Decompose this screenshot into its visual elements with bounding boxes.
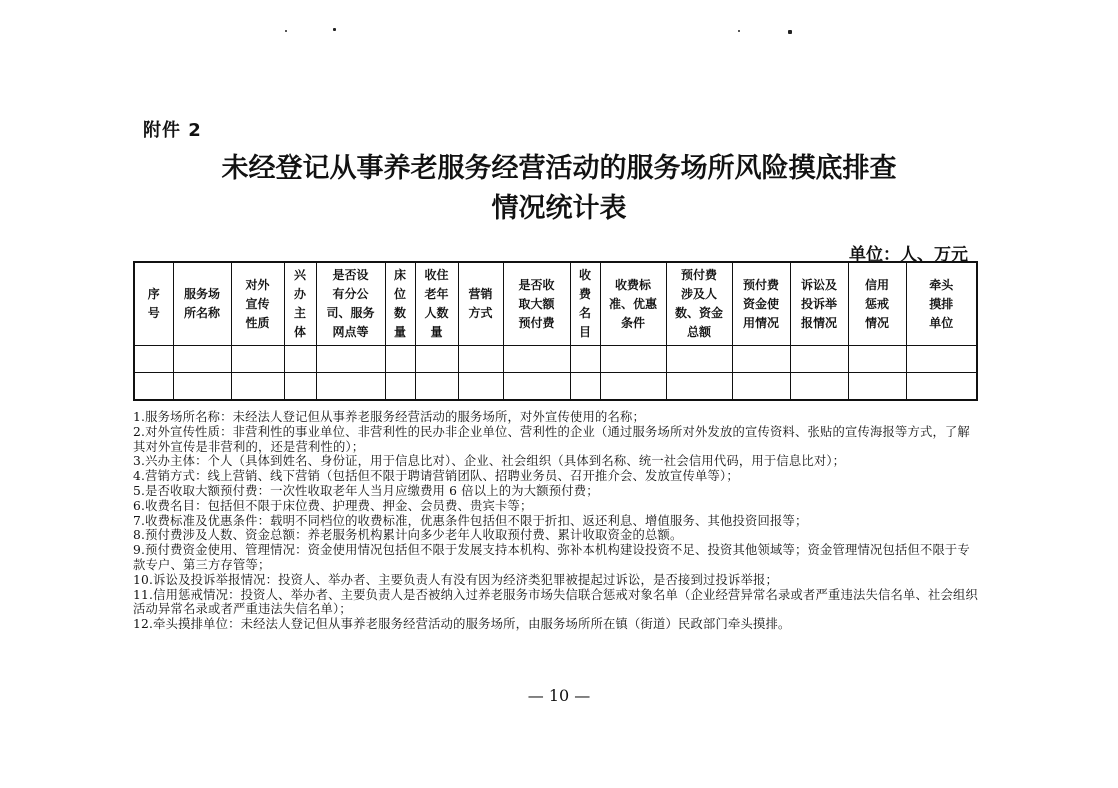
note-item: 2.对外宣传性质：非营利性的事业单位、非营利性的民办非企业单位、营利性的企业（通过服务场所对外发放的宣传资料、张贴的宣传海报等方式，了解其对外宣传是非营利的，还是营利性的）； xyxy=(133,424,970,454)
note-item: 10.诉讼及投诉举报情况：投资人、举办者、主要负责人有没有因为经济类犯罪被提起过诉讼，是否接到过投诉举报； xyxy=(133,572,779,587)
table-header-cell: 营销 方式 xyxy=(458,262,503,346)
note-item: 1.服务场所名称：未经法人登记但从事养老服务经营活动的服务场所，对外宣传使用的名称； xyxy=(133,410,646,424)
unit-label: 单位：人、万元 xyxy=(849,245,968,265)
table-cell xyxy=(732,373,790,401)
scan-speck xyxy=(333,28,336,31)
table-cell xyxy=(848,373,906,401)
table-row xyxy=(134,373,977,401)
table-cell xyxy=(458,373,503,401)
page-number: — 10 — xyxy=(527,686,591,705)
table-cell xyxy=(134,346,173,373)
table-cell xyxy=(790,346,848,373)
table-cell xyxy=(316,373,385,401)
table-header-cell: 对外 宣传 性质 xyxy=(231,262,284,346)
table-row xyxy=(134,346,977,373)
table-cell xyxy=(732,346,790,373)
table-header-cell: 预付费 涉及人 数、资金 总额 xyxy=(666,262,732,346)
table-cell xyxy=(173,346,231,373)
document-title-line-1: 未经登记从事养老服务经营活动的服务场所风险摸底排查 xyxy=(221,153,897,184)
table-header-cell: 是否收 取大额 预付费 xyxy=(503,262,570,346)
note-item: 5.是否收取大额预付费：一次性收取老年人当月应缴费用 6 倍以上的为大额预付费； xyxy=(133,483,599,498)
note-item: 3.兴办主体：个人（具体到姓名、身份证，用于信息比对）、企业、社会组织（具体到名称、统一社会信用代码，用于信息比对）； xyxy=(133,454,846,469)
table-cell xyxy=(231,373,284,401)
table-cell xyxy=(284,373,316,401)
table-cell xyxy=(385,373,415,401)
table-cell xyxy=(503,346,570,373)
table-body xyxy=(134,346,977,401)
table-cell xyxy=(570,373,600,401)
table-header-cell: 收住 老年 人数 量 xyxy=(415,262,458,346)
scan-speck xyxy=(738,30,740,32)
table-header-cell: 信用 惩戒 情况 xyxy=(848,262,906,346)
note-item: 4.营销方式：线上营销、线下营销（包括但不限于聘请营销团队、招聘业务员、召开推介会、发放宣传单等）； xyxy=(133,469,739,484)
table-header-cell: 诉讼及 投诉举 报情况 xyxy=(790,262,848,346)
table-cell xyxy=(231,346,284,373)
note-item: 6.收费名目：包括但不限于床位费、护理费、押金、会员费、贵宾卡等； xyxy=(133,498,533,513)
table-cell xyxy=(790,373,848,401)
table-header-cell: 服务场 所名称 xyxy=(173,262,231,346)
table-cell xyxy=(906,346,977,373)
table-cell xyxy=(316,346,385,373)
table-cell xyxy=(906,373,977,401)
table-cell xyxy=(600,346,666,373)
document-title-line-2: 情况统计表 xyxy=(491,193,627,224)
table-cell xyxy=(134,373,173,401)
scan-speck xyxy=(788,30,792,34)
table-header-cell: 床 位 数 量 xyxy=(385,262,415,346)
note-item: 9.预付费资金使用、管理情况：资金使用情况包括但不限于发展支持本机构、弥补本机构建设投资不足、投资其他领域等；资金管理情况包括但不限于专款专户、第三方存管等； xyxy=(133,543,970,572)
table-header-row xyxy=(134,262,977,346)
table-cell xyxy=(284,346,316,373)
table-header-cell: 兴 办 主 体 xyxy=(284,262,316,346)
table-header-cell: 牵头 摸排 单位 xyxy=(906,262,977,346)
table-header-cell: 预付费 资金使 用情况 xyxy=(732,262,790,346)
table-header-cell: 是否设 有分公 司、服务 网点等 xyxy=(316,262,385,346)
table-header-cell: 收费标 准、优惠 条件 xyxy=(600,262,666,346)
note-item: 12.牵头摸排单位：未经法人登记但从事养老服务经营活动的服务场所，由服务场所所在镇（街道）民政部门牵头摸排。 xyxy=(133,617,791,632)
attachment-label: 附件 2 xyxy=(143,120,202,141)
table-cell xyxy=(385,346,415,373)
table-cell xyxy=(848,346,906,373)
scan-specks xyxy=(0,22,1118,42)
scan-speck xyxy=(285,30,287,32)
table-header-cell: 序 号 xyxy=(134,262,173,346)
table-cell xyxy=(600,373,666,401)
note-item: 7.收费标准及优惠条件：载明不同档位的收费标准，优惠条件包括但不限于折扣、返还利息、增值服务、其他投资回报等； xyxy=(133,513,808,528)
note-item: 11.信用惩戒情况：投资人、举办者、主要负责人是否被纳入过养老服务市场失信联合惩戒对象名单（企业经营异常名录或者严重违法失信名单、社会组织活动异常名录或者严重违法失信名单）； xyxy=(133,587,978,617)
table-cell xyxy=(570,346,600,373)
notes-section xyxy=(133,410,978,632)
table-cell xyxy=(503,373,570,401)
table-cell xyxy=(666,373,732,401)
table-cell xyxy=(415,346,458,373)
table-cell xyxy=(173,373,231,401)
table-cell xyxy=(458,346,503,373)
statistics-table xyxy=(133,261,978,401)
table-cell xyxy=(415,373,458,401)
table-header-cell: 收 费 名 目 xyxy=(570,262,600,346)
table-cell xyxy=(666,346,732,373)
note-item: 8.预付费涉及人数、资金总额：养老服务机构累计向多少老年人收取预付费、累计收取资金的总额。 xyxy=(133,528,683,543)
